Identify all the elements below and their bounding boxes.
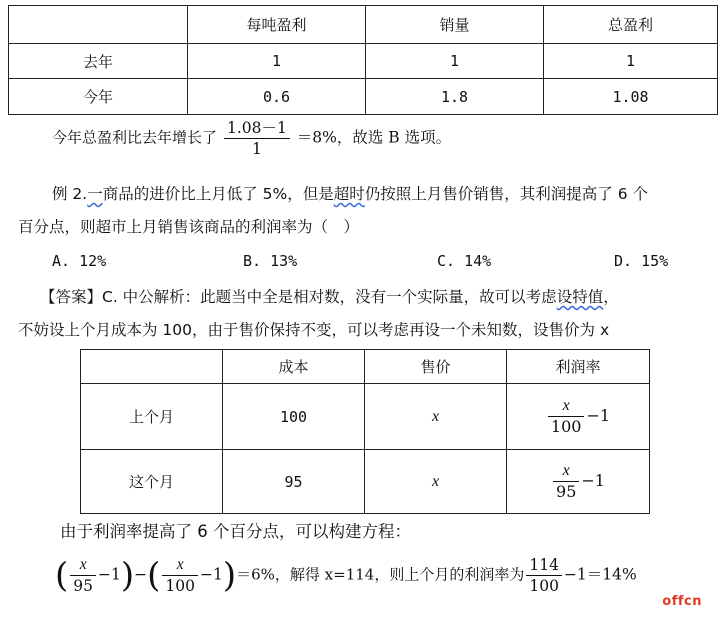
growth-sentence [52, 118, 724, 159]
offcn-logo: offcn [662, 594, 702, 609]
sentence-text: 今年总盈利比去年增长了 [52, 128, 218, 147]
answer-text: 【答案】C. 中公解析：此题当中全是相对数，没有一个实际量，故可以考虑 [40, 288, 557, 306]
table-header-cell: 销量 [366, 6, 544, 44]
table-cell: 1 [544, 44, 718, 79]
table-row [9, 44, 718, 79]
fraction-denominator: 1 [251, 140, 262, 158]
fraction-denominator: 100 [165, 577, 195, 595]
table-header-cell: 总盈利 [544, 6, 718, 44]
rate-fraction [548, 396, 585, 437]
fraction-numerator: x [70, 555, 96, 576]
equation-fraction [70, 555, 96, 596]
sentence-text: ＝8%，故选 B 选项。 [296, 128, 452, 147]
table-cell [507, 384, 650, 450]
answer-line [40, 285, 724, 307]
open-paren-icon: ( [55, 555, 69, 596]
table-cell: 100 [223, 384, 365, 450]
equation-text: ＝6%，解得 x=114，则上个月的利润率为 [236, 565, 525, 584]
table-row [81, 450, 650, 514]
example-line [52, 182, 724, 204]
equation-text: −1 [98, 565, 121, 584]
close-paren-icon: ) [120, 555, 135, 596]
table-header-cell: 利润率 [507, 350, 650, 384]
row-label: 这个月 [81, 450, 223, 514]
option-c: C. 14% [437, 252, 492, 270]
option-b: B. 13% [243, 252, 298, 270]
table-cell: 0.6 [188, 79, 366, 115]
table-row [9, 79, 718, 115]
close-paren-icon: ) [222, 555, 237, 596]
table-header-row [9, 6, 718, 44]
row-label: 去年 [9, 44, 188, 79]
fraction-denominator: 95 [556, 482, 577, 501]
fraction-tail: −1 [586, 406, 611, 425]
table-header-cell [9, 6, 188, 44]
table-cell [507, 450, 650, 514]
growth-fraction [224, 118, 290, 159]
row-label: 上个月 [81, 384, 223, 450]
table-header-cell: 成本 [223, 350, 365, 384]
table-cell: x [365, 450, 507, 514]
example-text: 超时 [333, 185, 365, 203]
rate-fraction [553, 461, 579, 502]
equation-text: −1＝14% [563, 565, 637, 584]
example-line: 百分点，则超市上月销售该商品的利润率为（ ） [18, 218, 360, 236]
answer-text: 设特值 [556, 288, 604, 306]
table-cell: 1 [188, 44, 366, 79]
example-text: 一 [87, 185, 103, 203]
answer-line: 不妨设上个月成本为 100，由于售价保持不变，可以考虑再设一个未知数，设售价为 x [18, 321, 610, 339]
example-text: 仍按照上月售价销售，其利润提高了 6 个 [364, 185, 648, 203]
equation-line [55, 555, 724, 596]
fraction-denominator: 95 [73, 577, 93, 595]
table-header-cell: 售价 [365, 350, 507, 384]
fraction-numerator: 114 [526, 555, 562, 576]
fraction-numerator: x [553, 461, 579, 482]
table-cell: 1.08 [544, 79, 718, 115]
fraction-denominator: 100 [550, 417, 582, 436]
table-cell: 95 [223, 450, 365, 514]
fraction-numerator: 1.08－1 [224, 118, 290, 139]
fraction-numerator: x [548, 396, 585, 417]
table-header-row [81, 350, 650, 384]
open-paren-icon: ( [147, 555, 161, 596]
table-header-cell [81, 350, 223, 384]
answer-text: ， [603, 288, 619, 306]
profit-rate-table [80, 349, 650, 514]
option-d: D. 15% [614, 252, 669, 270]
option-a: A. 12% [52, 252, 107, 270]
example-text: 商品的进价比上月低了 5%，但是 [102, 185, 334, 203]
equation-text: − [134, 565, 148, 584]
table-cell: x [365, 384, 507, 450]
row-label: 今年 [9, 79, 188, 115]
table-cell: 1.8 [366, 79, 544, 115]
profit-table [8, 5, 718, 115]
equation-fraction [526, 555, 562, 596]
example-number: 例 2. [52, 185, 88, 203]
table-header-cell: 每吨盈利 [188, 6, 366, 44]
table-cell: 1 [366, 44, 544, 79]
fraction-numerator: x [162, 555, 198, 576]
equation-intro: 由于利润率提高了 6 个百分点，可以构建方程： [60, 522, 411, 541]
table-row [81, 384, 650, 450]
equation-fraction [162, 555, 198, 596]
equation-text: −1 [199, 565, 223, 584]
fraction-denominator: 100 [529, 577, 559, 595]
fraction-tail: −1 [581, 471, 605, 490]
